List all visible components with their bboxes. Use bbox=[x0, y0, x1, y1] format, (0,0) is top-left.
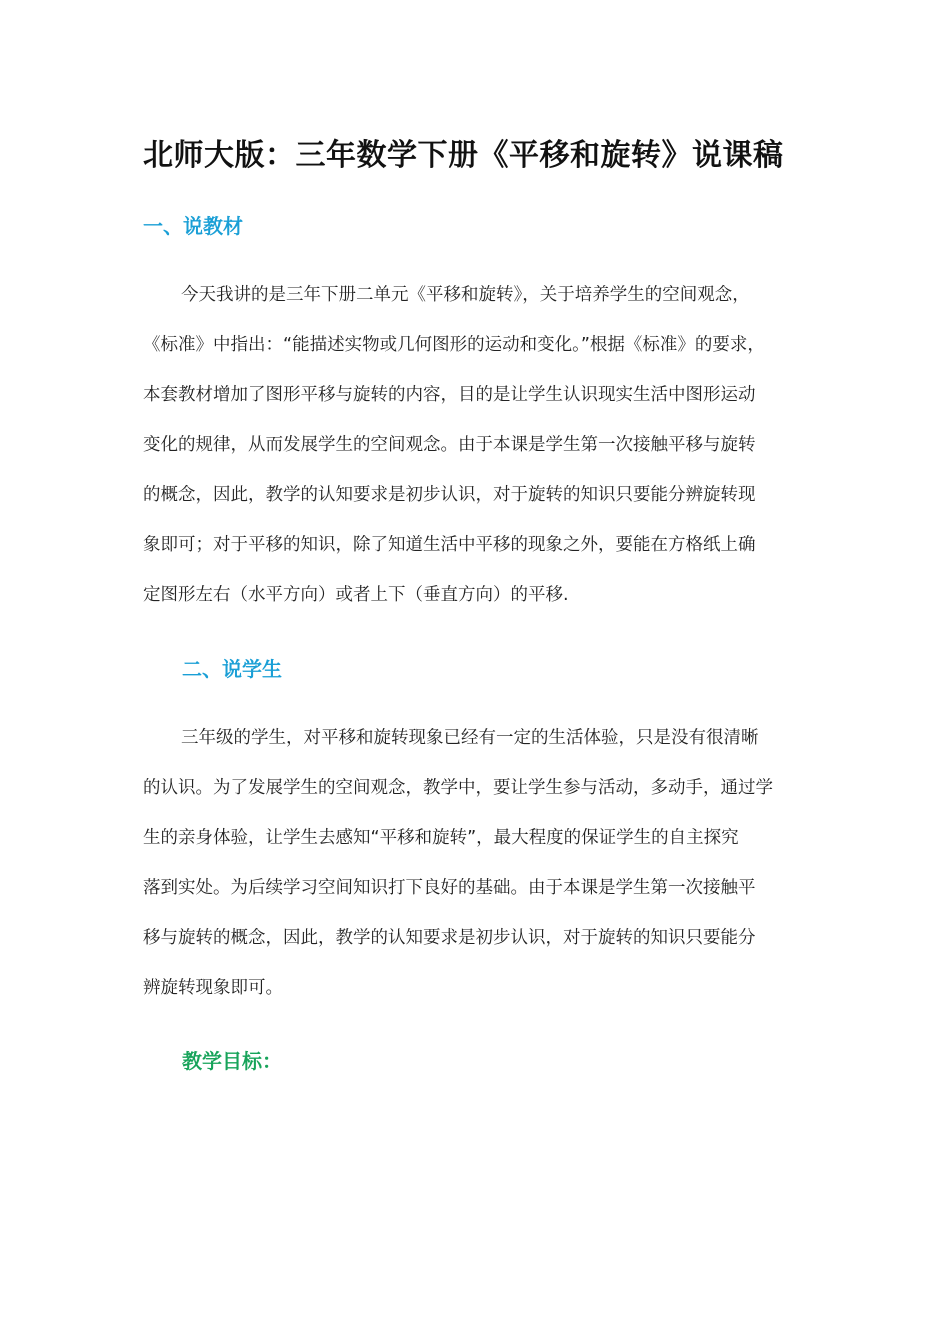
section-heading-textbook: 一、说教材 bbox=[143, 214, 243, 238]
paragraph-line: 定图形左右（水平方向）或者上下（垂直方向）的平移. bbox=[143, 585, 569, 605]
subheading-teaching-goals: 教学目标： bbox=[182, 1049, 282, 1073]
paragraph-line: 的认识。为了发展学生的空间观念，教学中，要让学生参与活动，多动手，通过学 bbox=[143, 778, 773, 798]
paragraph-line: 的概念，因此，教学的认知要求是初步认识，对于旋转的知识只要能分辨旋转现 bbox=[143, 485, 756, 505]
section-heading-students: 二、说学生 bbox=[182, 657, 282, 681]
paragraph-line: 本套教材增加了图形平移与旋转的内容，目的是让学生认识现实生活中图形运动 bbox=[143, 385, 756, 405]
paragraph-students bbox=[143, 713, 808, 1013]
paragraph-line: 《标准》中指出：“能描述实物或几何图形的运动和变化。”根据《标准》的要求， bbox=[143, 335, 765, 355]
paragraph-line: 变化的规律，从而发展学生的空间观念。由于本课是学生第一次接触平移与旋转 bbox=[143, 435, 756, 455]
paragraph-line: 落到实处。为后续学习空间知识打下良好的基础。由于本课是学生第一次接触平 bbox=[143, 878, 756, 898]
paragraph-line: 象即可；对于平移的知识，除了知道生活中平移的现象之外，要能在方格纸上确 bbox=[143, 535, 756, 555]
paragraph-line: 辨旋转现象即可。 bbox=[143, 978, 283, 998]
paragraph-line: 三年级的学生，对平移和旋转现象已经有一定的生活体验，只是没有很清晰 bbox=[181, 728, 759, 748]
paragraph-textbook bbox=[143, 270, 808, 620]
paragraph-line: 移与旋转的概念，因此，教学的认知要求是初步认识，对于旋转的知识只要能分 bbox=[143, 928, 756, 948]
paragraph-line: 今天我讲的是三年下册二单元《平移和旋转》，关于培养学生的空间观念， bbox=[181, 285, 750, 305]
document-title: 北师大版：三年数学下册《平移和旋转》说课稿 bbox=[143, 138, 784, 173]
paragraph-line: 生的亲身体验，让学生去感知“平移和旋转”，最大程度的保证学生的自主探究 bbox=[143, 828, 739, 848]
